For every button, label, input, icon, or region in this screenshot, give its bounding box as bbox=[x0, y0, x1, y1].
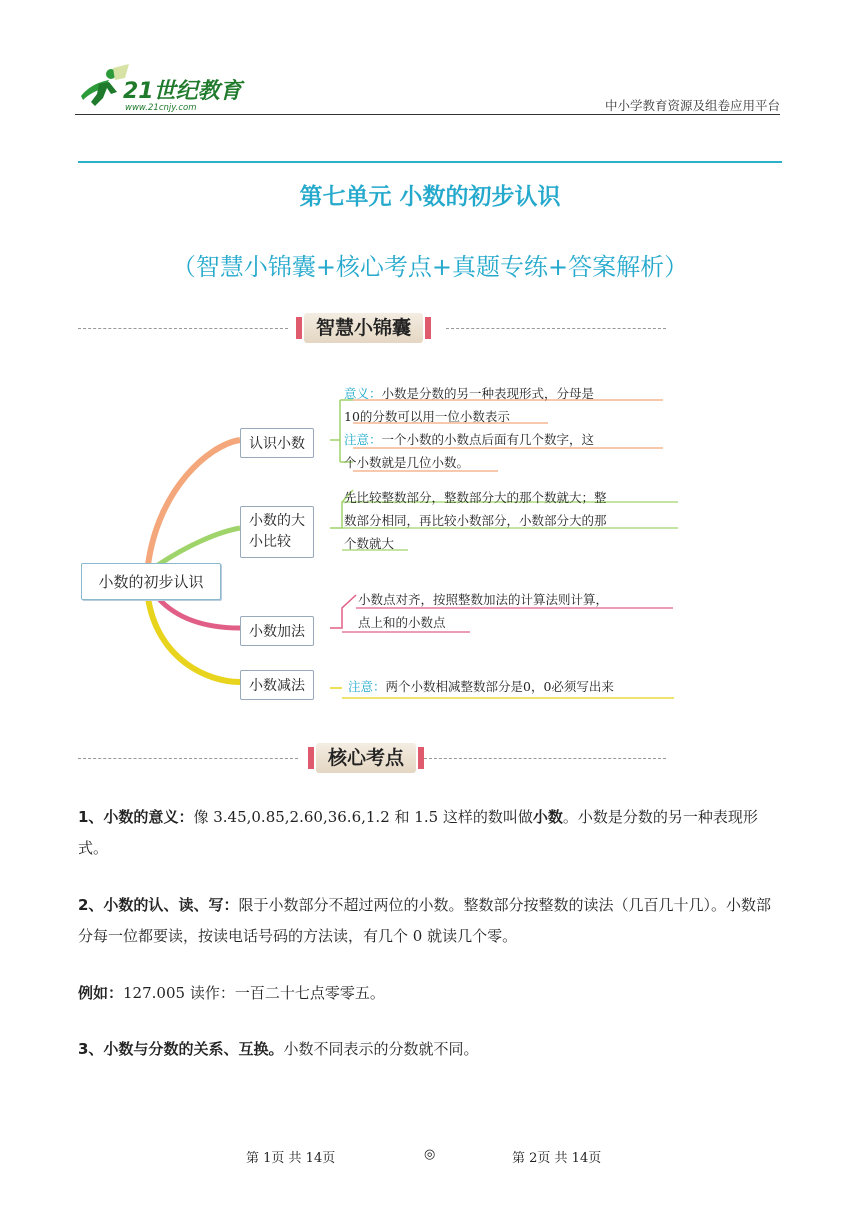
section-divider-left bbox=[78, 758, 298, 759]
note-subtraction bbox=[348, 675, 614, 698]
section-divider-right bbox=[446, 328, 666, 329]
mind-map bbox=[78, 370, 678, 710]
logo bbox=[75, 62, 255, 114]
example-heading: 例如： bbox=[78, 984, 124, 1002]
footer-page-left: 第 1页 共 14页 bbox=[246, 1151, 336, 1166]
page-header bbox=[75, 62, 780, 116]
note-meaning-keyword: 意义： bbox=[344, 386, 382, 401]
mind-map-root: 小数的初步认识 bbox=[81, 563, 221, 600]
note-addition-line: 点上和的小数点 bbox=[358, 615, 446, 630]
point-2 bbox=[78, 890, 782, 952]
point-1-text2: 。小数是分数的另一种表现形式。 bbox=[78, 808, 758, 857]
note-subtraction-text: 两个小数相减整数部分是0，0必须写出来 bbox=[385, 679, 614, 694]
unit-title: 第七单元 小数的初步认识 bbox=[299, 184, 561, 210]
point-2-text: 限于小数部分不超过两位的小数。整数部分按整数的读法（几百几十几）。小数部分每一位都要读，按读电话号码的方法读，有几个 0 就读几个零。 bbox=[78, 896, 771, 945]
note-compare bbox=[344, 486, 607, 555]
point-2-heading: 2、小数的认、读、写： bbox=[78, 896, 239, 914]
example bbox=[78, 978, 782, 1009]
point-1-text: 像 3.45,0.85,2.60,36.6,1.2 和 1.5 这样的数叫做 bbox=[193, 808, 533, 826]
note-attention-text: 一个小数的小数点后面有几个数字，这 bbox=[381, 432, 595, 447]
note-compare-line: 数部分相同，再比较小数部分，小数部分大的那 bbox=[344, 513, 607, 528]
note-meaning bbox=[344, 382, 594, 474]
footer-page-right: 第 2页 共 14页 bbox=[512, 1151, 602, 1166]
note-addition-line: 小数点对齐，按照整数加法的计算法则计算， bbox=[358, 592, 609, 607]
branch-compare-line1: 小数的大 bbox=[249, 513, 305, 529]
footer-symbol: ◎ bbox=[424, 1147, 436, 1162]
note-compare-line: 个数就大 bbox=[344, 536, 395, 551]
branch-compare-line2: 小比较 bbox=[249, 534, 291, 550]
logo-url: www.21cnjy.com bbox=[125, 103, 197, 113]
title-rule bbox=[78, 161, 782, 163]
branch-recognize: 认识小数 bbox=[240, 428, 314, 458]
point-3-heading: 3、小数与分数的关系、互换。 bbox=[78, 1040, 284, 1058]
branch-addition: 小数加法 bbox=[240, 616, 314, 646]
branch-subtraction: 小数减法 bbox=[240, 670, 314, 700]
unit-subtitle: （智慧小锦囊+核心考点+真题专练+答案解析） bbox=[171, 253, 689, 281]
platform-name: 中小学教育资源及组卷应用平台 bbox=[604, 98, 780, 113]
note-attention-cont: 个小数就是几位小数。 bbox=[344, 455, 470, 470]
branch-compare bbox=[240, 506, 314, 558]
header-rule bbox=[75, 114, 780, 115]
section-badge-tips: 智慧小锦囊 bbox=[304, 313, 423, 343]
point-1-heading: 1、小数的意义： bbox=[78, 808, 194, 826]
point-3 bbox=[78, 1034, 782, 1065]
point-1 bbox=[78, 802, 782, 864]
section-divider-right bbox=[424, 758, 666, 759]
section-badge-core: 核心考点 bbox=[316, 743, 416, 773]
section-divider-left bbox=[78, 328, 288, 329]
note-attention-keyword: 注意： bbox=[344, 432, 382, 447]
note-subtraction-keyword: 注意： bbox=[348, 679, 386, 694]
note-meaning-text: 小数是分数的另一种表现形式，分母是 bbox=[381, 386, 595, 401]
point-1-keyword: 小数 bbox=[532, 808, 563, 826]
note-compare-line: 先比较整数部分，整数部分大的那个数就大；整 bbox=[344, 490, 607, 505]
example-text: 127.005 读作：一百二十七点零零五。 bbox=[123, 984, 385, 1002]
note-addition bbox=[358, 588, 608, 634]
point-3-text: 小数不同表示的分数就不同。 bbox=[283, 1040, 479, 1058]
note-meaning-cont: 10的分数可以用一位小数表示 bbox=[344, 409, 510, 424]
logo-text: 21世纪教育 bbox=[123, 79, 242, 104]
